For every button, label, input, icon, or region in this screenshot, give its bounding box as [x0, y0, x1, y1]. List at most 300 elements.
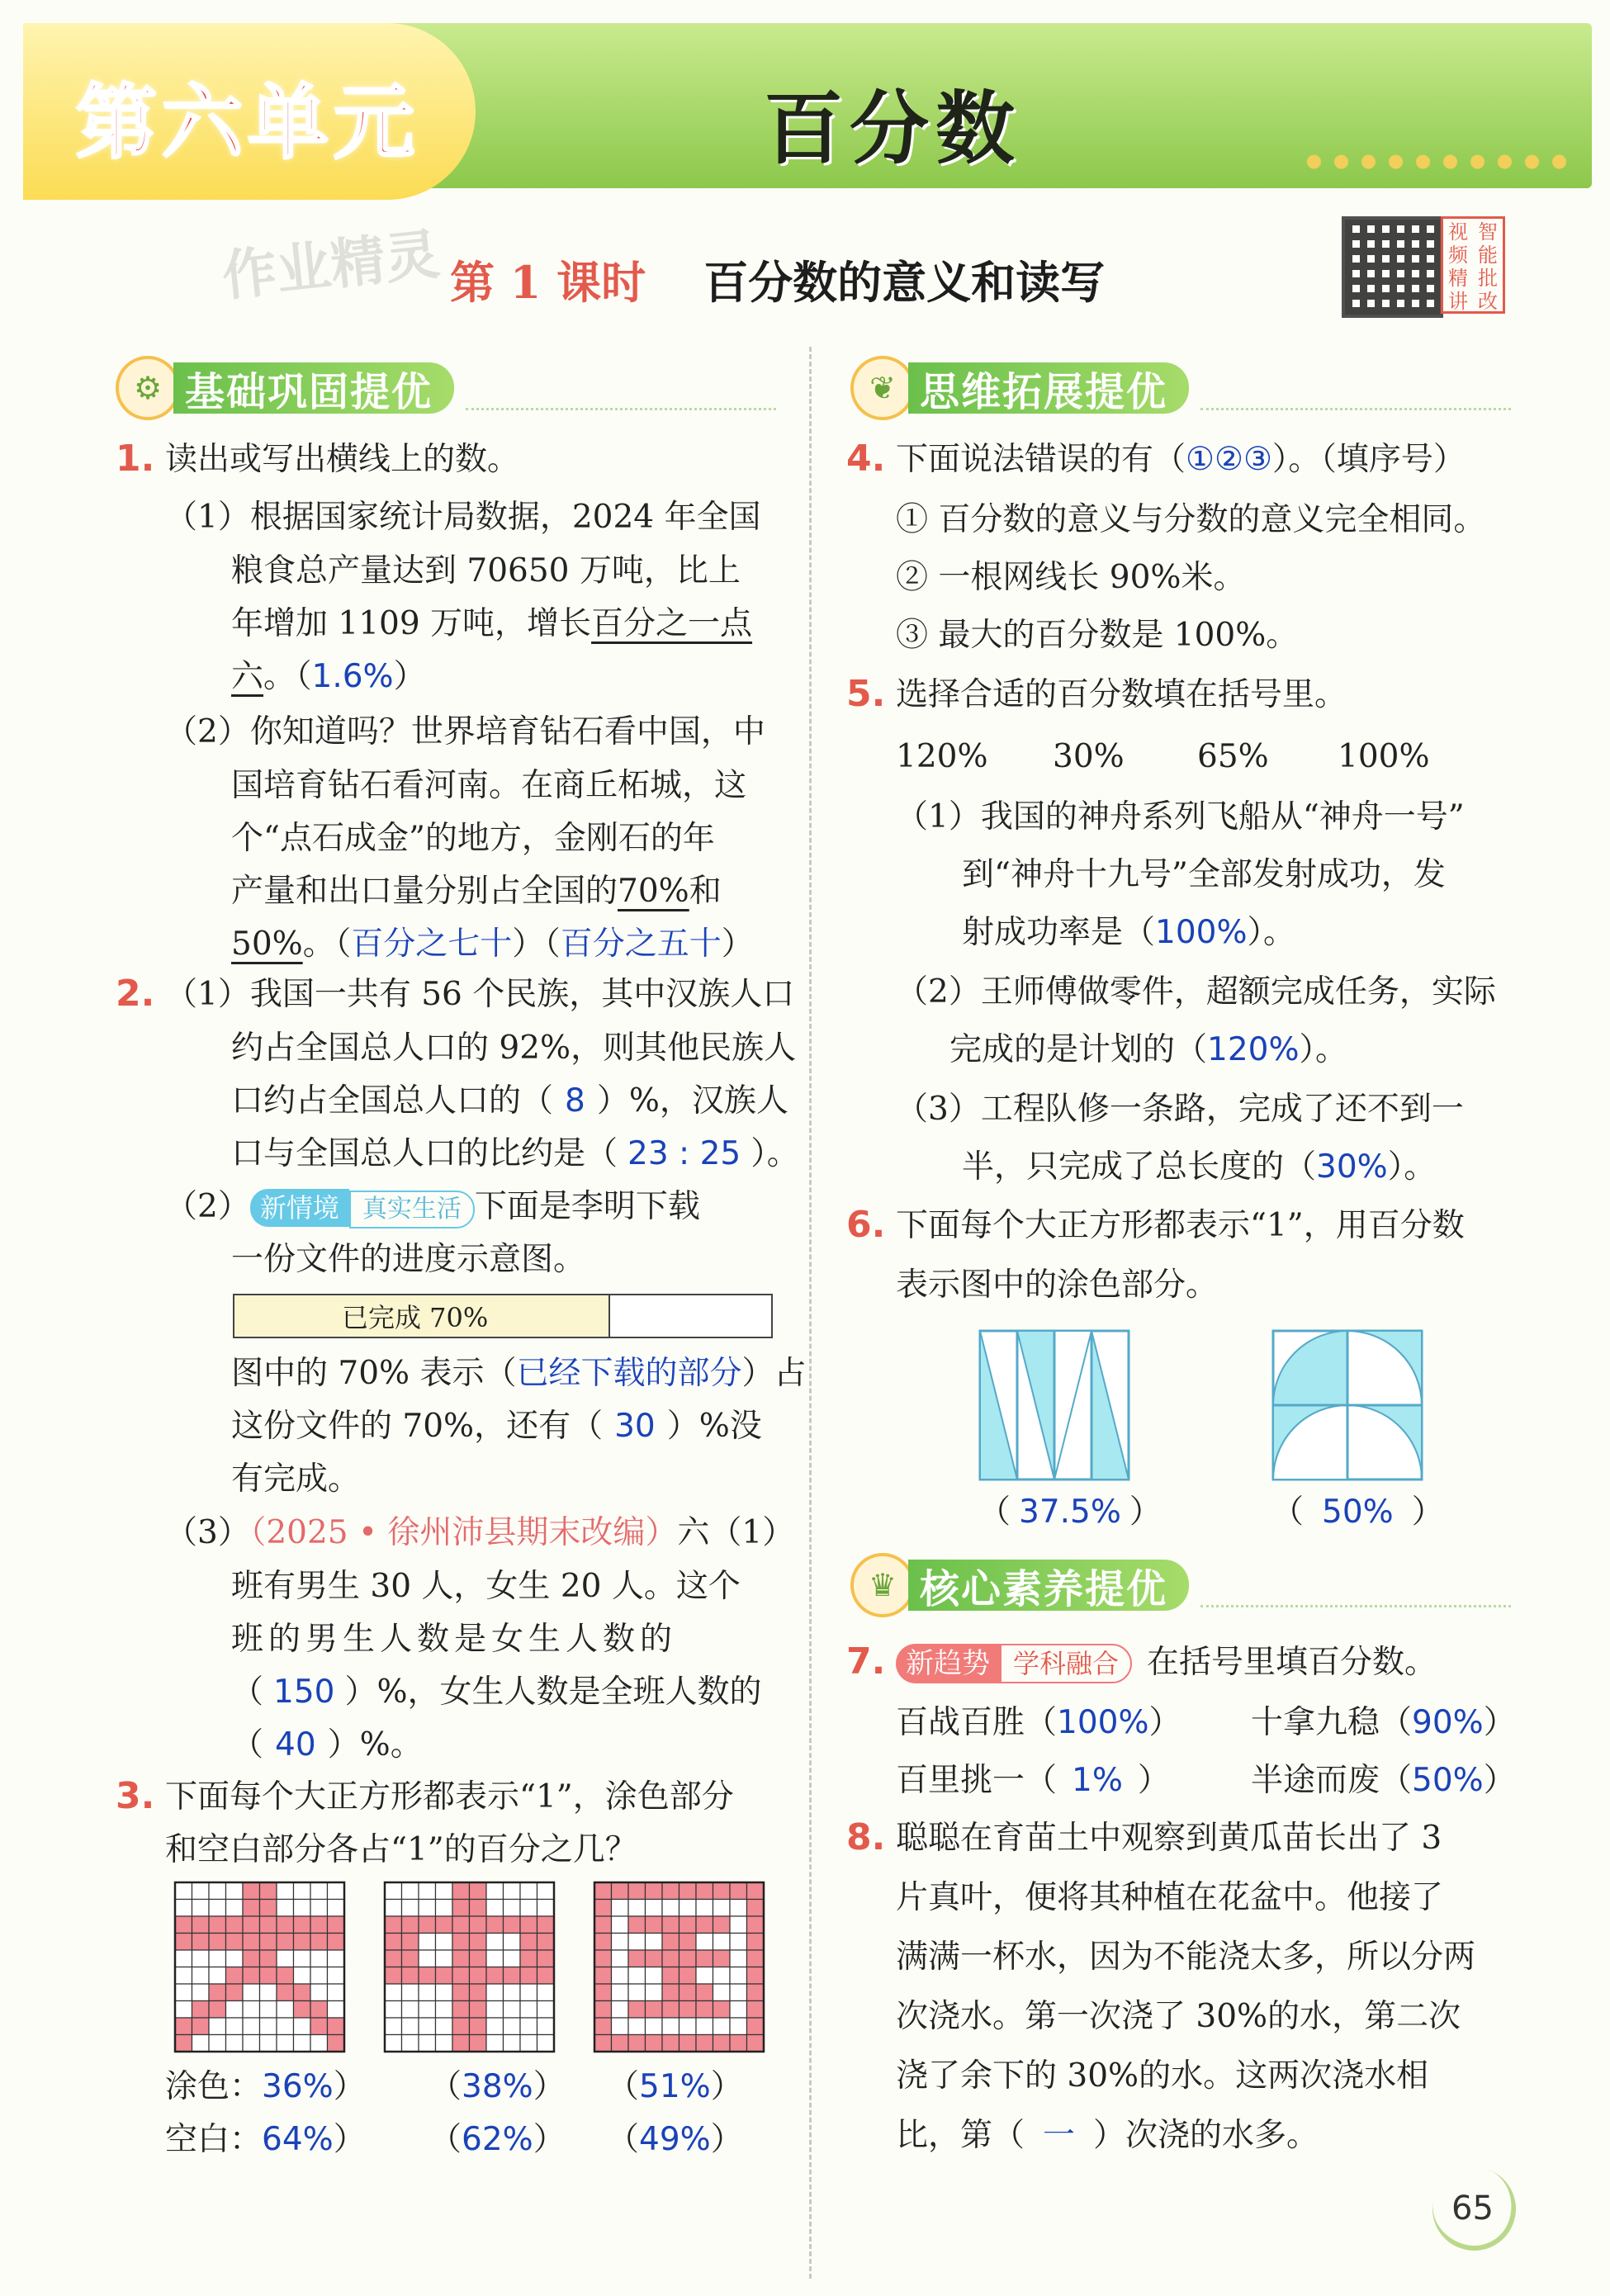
blank-cell: [209, 1950, 226, 1967]
shaded-cell: [402, 1950, 419, 1967]
shaded-cell: [594, 1916, 612, 1934]
blank-cell: [436, 2018, 453, 2035]
gear-icon: ⚙: [116, 356, 180, 420]
shaded-cell: [452, 1934, 470, 1951]
shaded-cell: [470, 2018, 487, 2035]
blank-cell: [486, 2001, 504, 2019]
q5-opt-3: 65%: [1197, 738, 1269, 775]
q1-p2-line4: [231, 865, 722, 918]
blank-cell: [436, 2035, 453, 2052]
blank-cell: [730, 1950, 747, 1967]
q5-number: 5.: [846, 673, 886, 715]
blank-cell: [713, 1967, 731, 1985]
q4-item2: ② 一根网线长 90%米。: [896, 559, 1246, 596]
shaded-cell: [696, 2001, 713, 2019]
q3-line2: 和空白部分各占“1”的百分之几？: [165, 1831, 637, 1868]
badge-interdisciplinary: 学科融合: [1000, 1644, 1132, 1683]
blank-cell: [612, 1984, 629, 2001]
blank-cell: [696, 1900, 713, 1917]
q7-number: 7.: [846, 1640, 886, 1683]
blank-cell: [402, 1882, 419, 1900]
q2-p2-line5: 有完成。: [231, 1460, 361, 1498]
blank-cell: [504, 1934, 521, 1951]
q3-line1: 下面每个大正方形都表示“1”，涂色部分: [165, 1778, 734, 1815]
shaded-cell: [243, 1916, 260, 1934]
shaded-cell: [385, 1934, 402, 1951]
q5-p2-line2: [949, 1024, 1347, 1077]
blank-cell: [402, 2018, 419, 2035]
blank-cell: [175, 1882, 192, 1900]
page-number: 65: [1451, 2189, 1494, 2227]
column-divider: [809, 347, 812, 2279]
download-progress-bar: [233, 1294, 773, 1338]
answer[interactable]: 49%: [639, 2121, 711, 2158]
blank-cell: [277, 2035, 294, 2052]
text: 下面是李明下载: [474, 1188, 700, 1225]
text: （3）: [165, 1514, 250, 1551]
qr-tag-char: 批: [1478, 267, 1498, 290]
text: 比，第（: [896, 2117, 1025, 2154]
q2-p3-line1: [165, 1507, 794, 1560]
blank-cell: [226, 1882, 244, 1900]
progress-label: 已完成 70%: [342, 1302, 489, 1333]
shaded-cell: [470, 1900, 487, 1917]
text: （: [231, 1673, 264, 1711]
q6-number: 6.: [846, 1204, 886, 1246]
blank-cell: [226, 2018, 244, 2035]
shaded-cell: [680, 1967, 697, 1985]
answer[interactable]: 30: [614, 1408, 656, 1445]
section-basic: [116, 359, 776, 417]
answer[interactable]: 37.5%: [1019, 1494, 1121, 1531]
blank-cell: [419, 1950, 436, 1967]
blank-cell: [209, 2035, 226, 2052]
idiom: 百战百胜（: [896, 1704, 1058, 1741]
text: （: [231, 1726, 264, 1763]
q3-blank-row: 空白：64%）: [165, 2121, 366, 2158]
shaded-cell: [226, 1967, 244, 1985]
q7-item-4: [1251, 1754, 1516, 1807]
q2-p2-line1: [165, 1181, 700, 1233]
blank-cell: [713, 1984, 731, 2001]
q6-figure-1: [978, 1329, 1131, 1482]
q2-p3-line3: 班的男生人数是女生人数的: [231, 1621, 678, 1658]
blank-cell: [520, 1900, 537, 1917]
blank-cell: [402, 2001, 419, 2019]
blank-cell: [486, 1882, 504, 1900]
badge-new-trend: 新趋势: [896, 1644, 1000, 1683]
q2-p3-line4: [231, 1666, 762, 1719]
shaded-cell: [537, 1934, 555, 1951]
badge-new-context: 新情境: [250, 1189, 349, 1227]
chapter-title: 百分数: [764, 83, 1021, 175]
shaded-cell: [175, 1934, 192, 1951]
blank-cell: [486, 2035, 504, 2052]
text: ）: [721, 926, 754, 963]
answer[interactable]: ①②③: [1186, 441, 1272, 478]
answer[interactable]: 62%: [462, 2121, 533, 2158]
section-thinking: [850, 359, 1511, 417]
answer[interactable]: 8: [565, 1082, 585, 1120]
answer[interactable]: 40: [275, 1726, 316, 1763]
blank-cell: [713, 1934, 731, 1951]
blank-cell: [277, 1950, 294, 1967]
shaded-cell: [537, 1950, 555, 1967]
shaded-cell: [277, 1984, 294, 2001]
underlined-number: 六: [231, 658, 264, 695]
q6-answer-1: [978, 1486, 1162, 1539]
text: 。（: [263, 658, 312, 695]
blank-cell: [419, 1934, 436, 1951]
blank-cell: [328, 1882, 345, 1900]
shaded-cell: [594, 2035, 612, 2052]
blank-cell: [294, 1967, 311, 1985]
shaded-cell: [328, 2018, 345, 2035]
shaded-cell: [713, 1882, 731, 1900]
q7-item-1: [896, 1697, 1181, 1749]
shaded-cell: [243, 1900, 260, 1917]
answer[interactable]: 50%: [1412, 1762, 1484, 1799]
q5-p2-line1: （2）王师傅做零件，超额完成任务，实际: [896, 973, 1496, 1011]
shaded-cell: [175, 2018, 192, 2035]
blank-cell: [504, 1950, 521, 1967]
blank-cell: [277, 2018, 294, 2035]
blank-cell: [385, 2035, 402, 2052]
answer[interactable]: 150: [273, 1673, 335, 1711]
shaded-cell: [747, 1900, 765, 1917]
blank-cell: [730, 2018, 747, 2035]
trophy-icon: ♛: [850, 1553, 915, 1617]
blank-cell: [310, 2035, 328, 2052]
q5-p3-line2: [962, 1141, 1436, 1194]
text: （: [978, 1494, 1011, 1531]
blank-cell: [294, 1900, 311, 1917]
blank-cell: [226, 2001, 244, 2019]
answer[interactable]: 百分之五十: [560, 926, 722, 963]
q5-p3-line1: （3）工程队修一条路，完成了还不到一: [896, 1091, 1464, 1128]
qr-tag-char: 精: [1448, 267, 1468, 290]
blank-cell: [260, 1984, 277, 2001]
q3-shaded-3: （51%）: [607, 2068, 743, 2105]
shaded-cell: [747, 1967, 765, 1985]
shaded-cell: [328, 2035, 345, 2052]
blank-cell: [419, 1882, 436, 1900]
shaded-cell: [470, 1882, 487, 1900]
text: ）: [393, 658, 426, 695]
shaded-cell: [277, 1934, 294, 1951]
answer[interactable]: 一: [1043, 2117, 1076, 2154]
blank-cell: [310, 1900, 328, 1917]
shaded-cell: [328, 1934, 345, 1951]
blank-cell: [520, 2035, 537, 2052]
blank-cell: [628, 1934, 646, 1951]
q3-grids: [173, 1881, 784, 2056]
blank-cell: [175, 1900, 192, 1917]
q3-shaded-row: 涂色：36%）: [165, 2068, 366, 2105]
unit-title: 第六单元: [76, 76, 420, 170]
blank-cell: [436, 1950, 453, 1967]
answer[interactable]: 36%: [262, 2068, 334, 2105]
q2-p2-line4: [231, 1400, 762, 1453]
shaded-cell: [470, 1984, 487, 2001]
section-rule: [1200, 1605, 1511, 1607]
q2-p3-line2: 班有男生 30 人，女生 20 人。这个: [231, 1568, 741, 1605]
blank-cell: [680, 1900, 697, 1917]
blank-cell: [192, 1900, 210, 1917]
answer[interactable]: 100%: [1155, 914, 1248, 951]
q4-stem: [896, 433, 1466, 486]
text: ）。: [1299, 1031, 1348, 1068]
answer[interactable]: 百分之七十: [351, 926, 513, 963]
blank-cell: [504, 1900, 521, 1917]
q1-number: 1.: [116, 438, 155, 480]
text: 半，只完成了总长度的（: [962, 1148, 1317, 1186]
shaded-cell: [680, 1984, 697, 2001]
text: ）%没: [666, 1408, 762, 1445]
blank-cell: [612, 1900, 629, 1917]
grid-da: [175, 1882, 344, 2052]
blank-cell: [504, 2001, 521, 2019]
q1-p1-line2: 粮食总产量达到 70650 万吨，比上: [231, 552, 741, 589]
text: ）。: [1247, 914, 1296, 951]
q1-p2-line2: 国培育钻石看河南。在商丘柘城，这: [231, 767, 747, 804]
lesson-name: 百分数的意义和读写: [703, 256, 1106, 309]
blank-cell: [537, 1900, 555, 1917]
answer[interactable]: 50%: [1322, 1494, 1394, 1531]
q5-p1-line2: 到“神舟十九号”全部发射成功，发: [962, 856, 1446, 893]
blank-cell: [730, 2001, 747, 2019]
text: ）（: [512, 926, 561, 963]
source-note: （2025 • 徐州沛县期末改编）: [249, 1514, 678, 1551]
shaded-cell: [226, 1916, 244, 1934]
q3-blank-3: （49%）: [607, 2121, 743, 2158]
shaded-cell: [419, 1916, 436, 1934]
answer[interactable]: 30%: [1316, 1148, 1388, 1186]
text: 和: [689, 873, 722, 910]
answer[interactable]: 23 : 25: [627, 1135, 741, 1172]
q2-p2-line3: [231, 1347, 807, 1400]
shaded-cell: [402, 1967, 419, 1985]
shaded-cell: [646, 2001, 663, 2019]
shaded-cell: [696, 1950, 713, 1967]
text: ）: [1483, 1704, 1516, 1741]
decorative-dots: [1300, 153, 1569, 171]
shaded-cell: [470, 1934, 487, 1951]
text: （: [1271, 1494, 1305, 1531]
shaded-cell: [486, 1967, 504, 1985]
shaded-cell: [277, 1916, 294, 1934]
blank-cell: [328, 1950, 345, 1967]
underlined-number: 70%: [618, 873, 689, 910]
blank-cell: [504, 1984, 521, 2001]
shaded-cell: [747, 1934, 765, 1951]
text: 完成的是计划的（: [949, 1031, 1208, 1068]
answer[interactable]: 100%: [1057, 1704, 1149, 1741]
q7-item-3: [896, 1754, 1170, 1807]
shaded-cell: [628, 1882, 646, 1900]
text: 图中的 70% 表示（: [231, 1355, 517, 1392]
text: 在括号里填百分数。: [1147, 1644, 1437, 1681]
blank-cell: [209, 2018, 226, 2035]
blank-cell: [628, 1900, 646, 1917]
qr-tag-char: 能: [1478, 244, 1498, 267]
shaded-cell: [470, 1916, 487, 1934]
text: 口约占全国总人口的（: [231, 1082, 554, 1120]
blank-cell: [192, 1882, 210, 1900]
shaded-cell: [696, 1916, 713, 1934]
idiom: 十拿九稳（: [1251, 1704, 1413, 1741]
shaded-cell: [594, 2001, 612, 2019]
shaded-cell: [260, 1916, 277, 1934]
q2-p1-line2: 约占全国总人口的 92%，则其他民族人: [231, 1030, 797, 1067]
answer[interactable]: 已经下载的部分: [516, 1355, 742, 1392]
section-thinking-label: 思维拓展提优: [908, 362, 1189, 414]
blank-cell: [628, 1967, 646, 1985]
q8-line1: 聪聪在育苗土中观察到黄瓜苗长出了 3: [896, 1820, 1442, 1857]
idiom: 百里挑一（: [896, 1762, 1058, 1799]
progress-fill: [234, 1295, 610, 1337]
shaded-cell: [470, 1950, 487, 1967]
answer[interactable]: 38%: [462, 2068, 533, 2105]
blank-cell: [646, 1900, 663, 1917]
sprout-icon: ❦: [850, 356, 915, 420]
shaded-label: 涂色：: [165, 2068, 263, 2105]
blank-cell: [402, 1900, 419, 1917]
blank-cell: [226, 1900, 244, 1917]
shaded-cell: [612, 2035, 629, 2052]
shaded-cell: [192, 2018, 210, 2035]
shaded-cell: [747, 1984, 765, 2001]
text: ）占: [741, 1355, 807, 1392]
q4-item3: ③ 最大的百分数是 100%。: [896, 617, 1299, 654]
shaded-cell: [452, 1900, 470, 1917]
shaded-cell: [537, 1916, 555, 1934]
shaded-cell: [486, 1916, 504, 1934]
blank-cell: [260, 2018, 277, 2035]
answer[interactable]: 64%: [262, 2121, 334, 2158]
blank-cell: [243, 2018, 260, 2035]
blank-cell: [486, 2018, 504, 2035]
blank-cell: [612, 2001, 629, 2019]
answer[interactable]: 1%: [1072, 1762, 1123, 1799]
blank-cell: [486, 1950, 504, 1967]
text: ）%，女生人数是全班人数的: [344, 1673, 762, 1711]
shaded-cell: [452, 2018, 470, 2035]
blank-cell: [226, 1950, 244, 1967]
blank-cell: [294, 1950, 311, 1967]
q7-stem: [896, 1636, 1437, 1689]
shaded-cell: [452, 1916, 470, 1934]
q8-line2: 片真叶，便将其种植在花盆中。他接了: [896, 1879, 1444, 1916]
blank-cell: [385, 2001, 402, 2019]
q5-opt-2: 30%: [1053, 738, 1125, 775]
text: ）: [1129, 1494, 1162, 1531]
shaded-cell: [646, 1916, 663, 1934]
shaded-cell: [452, 1984, 470, 2001]
shaded-cell: [452, 1967, 470, 1985]
shaded-cell: [192, 1916, 210, 1934]
shaded-cell: [713, 1916, 731, 1934]
answer[interactable]: 120%: [1207, 1031, 1300, 1068]
shaded-cell: [747, 1916, 765, 1934]
shaded-cell: [385, 1916, 402, 1934]
blank-cell: [520, 1984, 537, 2001]
text: ）: [1148, 1704, 1181, 1741]
blank-cell: [696, 1967, 713, 1985]
blank-cell: [486, 1900, 504, 1917]
answer[interactable]: 51%: [639, 2068, 711, 2105]
answer[interactable]: 90%: [1412, 1704, 1484, 1741]
shaded-cell: [310, 1916, 328, 1934]
blank-cell: [486, 1984, 504, 2001]
shaded-cell: [294, 1934, 311, 1951]
text: ）: [1411, 1494, 1444, 1531]
shaded-cell: [696, 1882, 713, 1900]
underlined-number: 50%: [231, 926, 303, 963]
shaded-cell: [226, 1984, 244, 2001]
shaded-cell: [730, 2035, 747, 2052]
shaded-cell: [452, 1950, 470, 1967]
watermark: 作业精灵: [219, 222, 443, 309]
section-core: [850, 1556, 1511, 1614]
q8-line6: [896, 2109, 1319, 2162]
shaded-cell: [452, 2001, 470, 2019]
blank-cell: [537, 2018, 555, 2035]
qr-code-icon[interactable]: [1342, 216, 1443, 318]
text: ）: [1483, 1762, 1516, 1799]
blank-cell: [504, 2035, 521, 2052]
blank-cell: [520, 1882, 537, 1900]
idiom: 半途而废（: [1251, 1762, 1413, 1799]
blank-cell: [436, 1882, 453, 1900]
q6-figure-2: [1271, 1329, 1424, 1482]
blank-cell: [192, 1950, 210, 1967]
shaded-cell: [209, 1934, 226, 1951]
shaded-cell: [175, 2035, 192, 2052]
blank-cell: [713, 1900, 731, 1917]
blank-cell: [402, 1984, 419, 2001]
blank-cell: [520, 2018, 537, 2035]
shaded-cell: [680, 1950, 697, 1967]
answer[interactable]: 1.6%: [311, 658, 394, 695]
shaded-cell: [260, 1934, 277, 1951]
shaded-cell: [594, 1900, 612, 1917]
blank-cell: [696, 1934, 713, 1951]
q2-p2-line2: 一份文件的进度示意图。: [231, 1241, 586, 1278]
q5-p1-line3: [962, 907, 1295, 959]
shaded-cell: [594, 2018, 612, 2035]
text: 下面说法错误的有（: [896, 441, 1186, 478]
shaded-cell: [696, 1984, 713, 2001]
blank-cell: [385, 1984, 402, 2001]
blank-cell: [385, 1900, 402, 1917]
text: 年增加 1109 万吨，增长: [231, 605, 592, 642]
blank-cell: [175, 1950, 192, 1967]
shaded-cell: [243, 1934, 260, 1951]
blank-cell: [385, 1882, 402, 1900]
shaded-cell: [520, 1916, 537, 1934]
text: 这份文件的 70%，还有（: [231, 1408, 604, 1445]
blank-cell: [696, 2018, 713, 2035]
blank-cell: [328, 1984, 345, 2001]
blank-cell: [294, 2035, 311, 2052]
text: 六（1）: [677, 1514, 795, 1551]
blank-label: 空白：: [165, 2121, 263, 2158]
shaded-cell: [612, 1882, 629, 1900]
q4-number: 4.: [846, 438, 886, 480]
shaded-cell: [192, 2001, 210, 2019]
q8-number: 8.: [846, 1816, 886, 1858]
